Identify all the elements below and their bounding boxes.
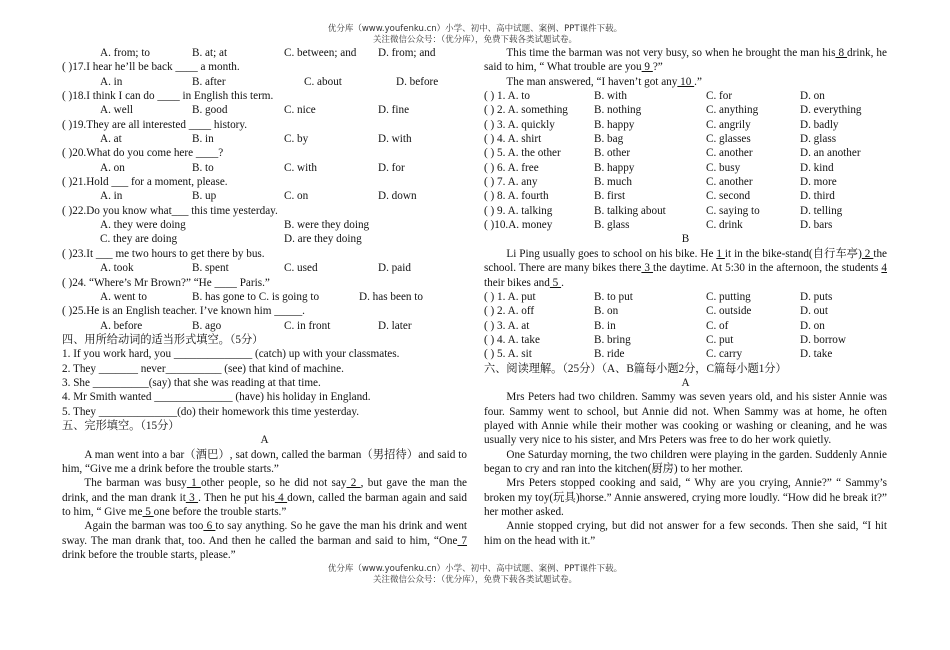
option-c: C. they are doing [100, 233, 178, 246]
option-d: D. an another [800, 147, 861, 160]
option-b: B. to [192, 161, 214, 174]
passage-b-label: B [681, 233, 690, 246]
blank-8: 8 [835, 47, 848, 59]
section-6-title: 六、阅读理解。（25分）（A、B篇每小题2分，C篇每小题1分） [484, 362, 787, 375]
question-number-option-a: ( )10.A. money [484, 219, 553, 232]
cloze-paragraph-1: A man went into a bar（酒巴）, sat down, called the barman（男招待）and said to him, “Give me a drink before the trouble starts.” [62, 448, 467, 475]
option-b: B. up [192, 190, 217, 203]
option-b: B. in [594, 319, 616, 332]
option-b: B. other [594, 147, 631, 160]
option-c: C. used [284, 262, 318, 275]
cloze-option-row-2 [484, 103, 887, 117]
verb-item-3: 3. She __________(say) that she was reading at that time. [62, 376, 321, 389]
option-a: A. at [100, 133, 122, 146]
text: other people, so he did not say [201, 477, 347, 490]
option-b: B. ago [192, 319, 222, 332]
verb-item-4: 4. Mr Smith wanted ______________ (have) his holiday in England. [62, 391, 371, 404]
option-b: B. bring [594, 333, 631, 346]
option-d: D. for [378, 161, 405, 174]
blank-3: 3 [185, 491, 199, 504]
blank-3: 3 [641, 262, 654, 275]
question-number-option-a: ( ) 1. A. to [484, 90, 530, 103]
cloze-option-row-7 [484, 175, 887, 189]
text: drink before the trouble starts, please.” [62, 549, 236, 562]
option-b: B. spent [192, 262, 229, 275]
blank-5: 5 [142, 506, 154, 518]
blank-1: 1 [716, 247, 725, 260]
option-c: C. another [706, 176, 753, 189]
q25-options [62, 319, 467, 333]
option-c: C. another [706, 147, 753, 160]
q19-options [62, 132, 467, 146]
question-25: ( )25.He is an English teacher. I’ve known him _____. [62, 305, 305, 318]
option-c: C. by [284, 133, 309, 146]
option-c: C. second [706, 190, 751, 203]
header-line-2: 关注微信公众号：（优分库），免费下载各类试题试卷。 [372, 35, 577, 45]
option-d: D. from; and [378, 47, 436, 59]
option-c: C. angrily [706, 118, 751, 131]
question-17: ( )17.I hear he’ll be back ____ a month. [62, 61, 240, 74]
text: . Then he put his [198, 491, 275, 504]
cloze-paragraph-5 [484, 75, 887, 89]
section-4-title: 四、用所给动词的适当形式填空。（5分） [62, 333, 264, 346]
text: the daytime. At 5:30 in the afternoon, the students [653, 262, 882, 275]
question-number-option-a: ( ) 7. A. any [484, 176, 538, 189]
text: . [561, 276, 564, 289]
option-c: C. about [304, 75, 342, 88]
blank-2: 2 [346, 477, 361, 490]
option-b: B. nothing [594, 104, 642, 117]
option-a: A. in [100, 75, 123, 88]
option-b: B. at; at [192, 47, 228, 59]
text: it in the bike-stand(自行车亭) [724, 247, 862, 260]
option-c: C. between; and [284, 47, 357, 59]
text: , but gave the man the drink, and the man drank it [62, 477, 468, 504]
option-a: A. went to [100, 290, 147, 303]
option-d: D. later [378, 319, 412, 332]
question-22: ( )22.Do you know what___ this time yesterday. [62, 204, 278, 217]
option-d: D. has been to [359, 290, 424, 303]
option-d: D. down [378, 190, 417, 203]
option-b: B. ride [594, 348, 625, 361]
question-number-option-a: ( ) 9. A. talking [484, 204, 553, 217]
option-b: B. were they doing [284, 219, 370, 232]
option-d: D. third [800, 190, 835, 203]
option-b: B. with [594, 90, 627, 103]
q22-options-row-1 [62, 218, 467, 232]
option-c: C. outside [706, 305, 752, 318]
option-b: B. bag [594, 133, 624, 146]
passage-a-label: A [260, 434, 269, 447]
option-d: D. puts [800, 290, 833, 303]
option-a: A. took [100, 262, 134, 275]
option-c: C. carry [706, 348, 743, 361]
option-b: B. first [594, 190, 626, 203]
text: to say anything. So he gave the man his drink and went sway. The man drank that, too. And then he called the barman and said to him, “One [62, 520, 468, 547]
text: down, called the barman again and said to him, “ Give me [62, 491, 468, 518]
reading-paragraph-4: Annie stopped crying, but did not answer for a few seconds. Then she said, “I hit him on the head with it.” [484, 520, 887, 547]
footer-line-1: 优分库（www.youfenku.cn）小学、初中、高中试题、案例、PPT课件下载。 [327, 564, 623, 574]
q22-options-row-2 [62, 232, 467, 246]
text: .” [694, 75, 702, 88]
question-21: ( )21.Hold ___ for a moment, please. [62, 176, 228, 189]
option-d: D. fine [378, 104, 410, 117]
option-d: D. before [396, 75, 439, 88]
q18-options [62, 103, 467, 117]
option-b: B. to put [594, 290, 633, 303]
option-c: C. for [706, 90, 733, 103]
option-d: D. borrow [800, 333, 846, 346]
option-d: D. everything [800, 104, 862, 117]
verb-item-5: 5. They ______________(do) their homework this time yesterday. [62, 405, 360, 418]
q16-options [62, 46, 467, 60]
question-number-option-a: ( ) 4. A. take [484, 333, 540, 346]
question-number-option-a: ( ) 8. A. fourth [484, 190, 549, 203]
option-d: D. take [800, 348, 833, 361]
cloze-option-row-4 [484, 132, 887, 146]
question-number-option-a: ( ) 5. A. the other [484, 147, 561, 160]
option-a: A. well [100, 104, 133, 117]
header-line-1: 优分库（www.youfenku.cn）小学、初中、高中试题、案例、PPT课件下载。 [327, 24, 623, 34]
text: The barman was busy [84, 477, 187, 490]
option-a: A. on [100, 161, 125, 174]
cloze-option-row-9 [484, 204, 887, 218]
option-d: D. bars [800, 219, 833, 232]
verb-item-2: 2. They _______ never__________ (see) that kind of machine. [62, 362, 344, 375]
option-a: A. before [100, 319, 143, 332]
passage-b-option-row-5 [484, 347, 887, 361]
option-b: B. talking about [594, 204, 666, 217]
option-c: C. putting [706, 290, 751, 303]
blank-4: 4 [274, 491, 288, 504]
option-c: C. busy [706, 161, 741, 174]
option-b: B. on [594, 305, 619, 318]
option-c: C. anything [706, 104, 759, 117]
text: the school. There are many bikes there [484, 247, 888, 275]
question-number-option-a: ( ) 3. A. at [484, 319, 530, 332]
q21-options [62, 189, 467, 203]
option-d: D. kind [800, 161, 834, 174]
option-b: B. happy [594, 161, 635, 174]
footer-line-2: 关注微信公众号：（优分库），免费下载各类试题试卷。 [372, 575, 577, 585]
passage-b-text [484, 247, 887, 290]
option-c: C. saying to [706, 204, 760, 217]
option-c: C. in front [284, 319, 331, 332]
blank-10: 10 [677, 75, 695, 88]
option-b: B. after [192, 75, 226, 88]
option-c: C. on [284, 190, 309, 203]
option-c: C. put [706, 333, 734, 346]
option-b: B. in [192, 133, 214, 146]
cloze-option-row-10 [484, 218, 887, 232]
question-24: ( )24. “Where’s Mr Brown?” “He ____ Paris.” [62, 276, 270, 289]
blank-4: 4 [881, 262, 887, 275]
cloze-option-row-8 [484, 189, 887, 203]
option-b: B. good [192, 104, 228, 117]
page-header [0, 24, 950, 46]
cloze-paragraph-2 [62, 476, 467, 519]
text: Again the barman was too [84, 520, 204, 533]
option-d: D. telling [800, 204, 843, 217]
question-number-option-a: ( ) 2. A. off [484, 305, 535, 318]
option-a: A. from; to [100, 47, 151, 59]
option-d: D. on [800, 319, 825, 332]
option-d: D. out [800, 305, 828, 318]
option-d: D. with [378, 133, 412, 146]
question-number-option-a: ( ) 3. A. quickly [484, 118, 555, 131]
q23-options [62, 261, 467, 275]
section-5-title: 五、完形填空。（15分） [62, 419, 180, 432]
option-d: D. are they doing [284, 233, 362, 246]
text: This time the barman was not very busy, so when he brought the man his [506, 47, 836, 59]
text: ?” [652, 61, 663, 74]
option-c: C. nice [284, 104, 316, 117]
cloze-paragraph-4 [484, 46, 887, 75]
question-23: ( )23.It ___ me two hours to get there by bus. [62, 247, 265, 260]
option-a: A. in [100, 190, 123, 203]
cloze-option-row-5 [484, 146, 887, 160]
passage-b-option-row-3 [484, 319, 887, 333]
option-b: B. happy [594, 118, 635, 131]
right-column [484, 46, 887, 548]
option-d: D. badly [800, 118, 839, 131]
question-19: ( )19.They are all interested ____ history. [62, 118, 248, 131]
passage-b-option-row-2 [484, 304, 887, 318]
blank-9: 9 [641, 61, 653, 74]
option-c: C. glasses [706, 133, 751, 146]
text: one before the trouble starts.” [153, 506, 287, 518]
blank-6: 6 [203, 520, 216, 533]
text: Li Ping usually goes to school on his bike. He [506, 247, 717, 260]
cloze-option-row-3 [484, 118, 887, 132]
text: their bikes and [484, 276, 550, 289]
question-number-option-a: ( ) 1. A. put [484, 290, 536, 303]
option-d: D. paid [378, 262, 411, 275]
verb-item-1: 1. If you work hard, you ______________ (catch) up with your classmates. [62, 348, 400, 361]
reading-a-label: A [681, 376, 690, 389]
q24-options [62, 290, 467, 304]
blank-5: 5 [549, 276, 562, 289]
cloze-paragraph-3 [62, 519, 467, 562]
blank-2: 2 [861, 247, 874, 260]
reading-paragraph-3: Mrs Peters stopped cooking and said, “ Why are you crying, Annie?” “ Sammy’s broken my toy(玩具)horse.” Annie answered, crying more loudly. “How did he break it?” her mother asked. [484, 477, 887, 518]
passage-b-option-row-4 [484, 333, 887, 347]
question-number-option-a: ( ) 4. A. shirt [484, 133, 542, 146]
q17-options [62, 75, 467, 89]
q20-options [62, 161, 467, 175]
question-18: ( )18.I think I can do ____ in English this term. [62, 90, 274, 103]
left-column [62, 46, 467, 562]
option-b: B. much [594, 176, 632, 189]
cloze-option-row-1 [484, 89, 887, 103]
cloze-option-row-6 [484, 161, 887, 175]
reading-paragraph-1: Mrs Peters had two children. Sammy was seven years old, and his sister Annie was four. Sammy went to school, but Annie did not. When Sammy was at home, he often played with Annie while their mother was cooking or washing or cleaning, and he was usually very nice to his sister, and Mrs Peters was free to do her work quietly. [484, 391, 887, 447]
text: The man answered, “I haven’t got any [506, 75, 678, 88]
passage-b-option-row-1 [484, 290, 887, 304]
option-d: D. glass [800, 133, 837, 146]
option-c: C. with [284, 161, 317, 174]
passage-b-options-list [484, 290, 887, 362]
option-a: A. they were doing [100, 219, 186, 232]
blank-1: 1 [186, 477, 201, 490]
option-d: D. more [800, 176, 837, 189]
question-number-option-a: ( ) 6. A. free [484, 161, 539, 174]
blank-7: 7 [457, 534, 467, 547]
option-c: C. drink [706, 219, 743, 232]
question-number-option-a: ( ) 2. A. something [484, 104, 568, 117]
question-20: ( )20.What do you come here ____? [62, 147, 224, 160]
reading-paragraph-2: One Saturday morning, the two children were playing in the garden. Suddenly Annie began to cry and ran into the kitchen(厨房) to her mother. [484, 448, 887, 475]
option-b-c: B. has gone to C. is going to [192, 290, 320, 303]
text: drink, he said to him, “ What trouble are you [484, 47, 887, 74]
option-b: B. glass [594, 219, 630, 232]
page-footer [0, 564, 950, 586]
question-number-option-a: ( ) 5. A. sit [484, 348, 532, 361]
option-c: C. of [706, 319, 729, 332]
cloze-options-list [484, 89, 887, 232]
option-d: D. on [800, 90, 825, 103]
